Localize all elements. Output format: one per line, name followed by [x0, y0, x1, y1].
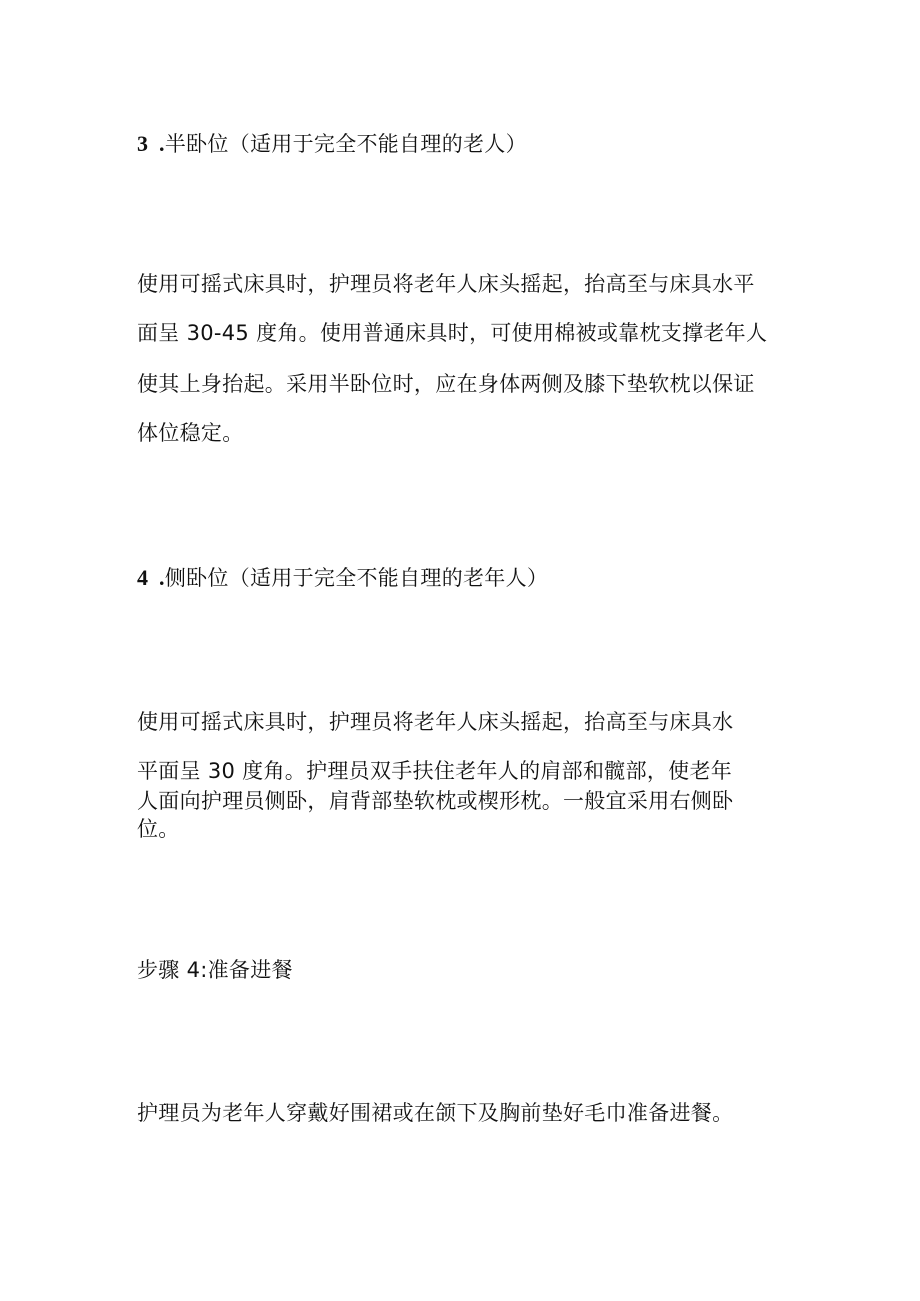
step-text: 护理员为老年人穿戴好围裙或在颌下及胸前垫好毛巾准备进餐。	[137, 1101, 734, 1125]
paragraph-line: 使用可摇式床具时，护理员将老年人床头摇起，抬高至与床具水平	[137, 272, 755, 296]
section-3-heading	[137, 129, 527, 159]
section-dot: .	[159, 131, 165, 156]
paragraph-line: 平面呈 30 度角。护理员双手扶住老年人的肩部和髋部，使老年	[137, 759, 733, 783]
paragraph-line: 使用可摇式床具时，护理员将老年人床头摇起，抬高至与床具水	[137, 710, 734, 734]
paragraph-line: 人面向护理员侧卧，肩背部垫软枕或楔形枕。一般宜采用右侧卧	[137, 789, 734, 813]
section-number: 3	[137, 131, 149, 156]
section-4-heading	[137, 563, 548, 593]
paragraph-line: 使其上身抬起。采用半卧位时，应在身体两侧及膝下垫软枕以保证	[137, 372, 755, 396]
section-title: 半卧位（适用于完全不能自理的老人）	[164, 132, 527, 156]
section-title: 侧卧位（适用于完全不能自理的老年人）	[164, 566, 549, 590]
paragraph-line: 体位稳定。	[137, 421, 244, 445]
section-dot: .	[159, 565, 165, 590]
paragraph-line: 位。	[137, 817, 180, 841]
section-number: 4	[137, 565, 149, 590]
step-title: 步骤 4:准备进餐	[137, 958, 293, 982]
paragraph-line: 面呈 30-45 度角。使用普通床具时，可使用棉被或靠枕支撑老年人	[137, 321, 768, 345]
